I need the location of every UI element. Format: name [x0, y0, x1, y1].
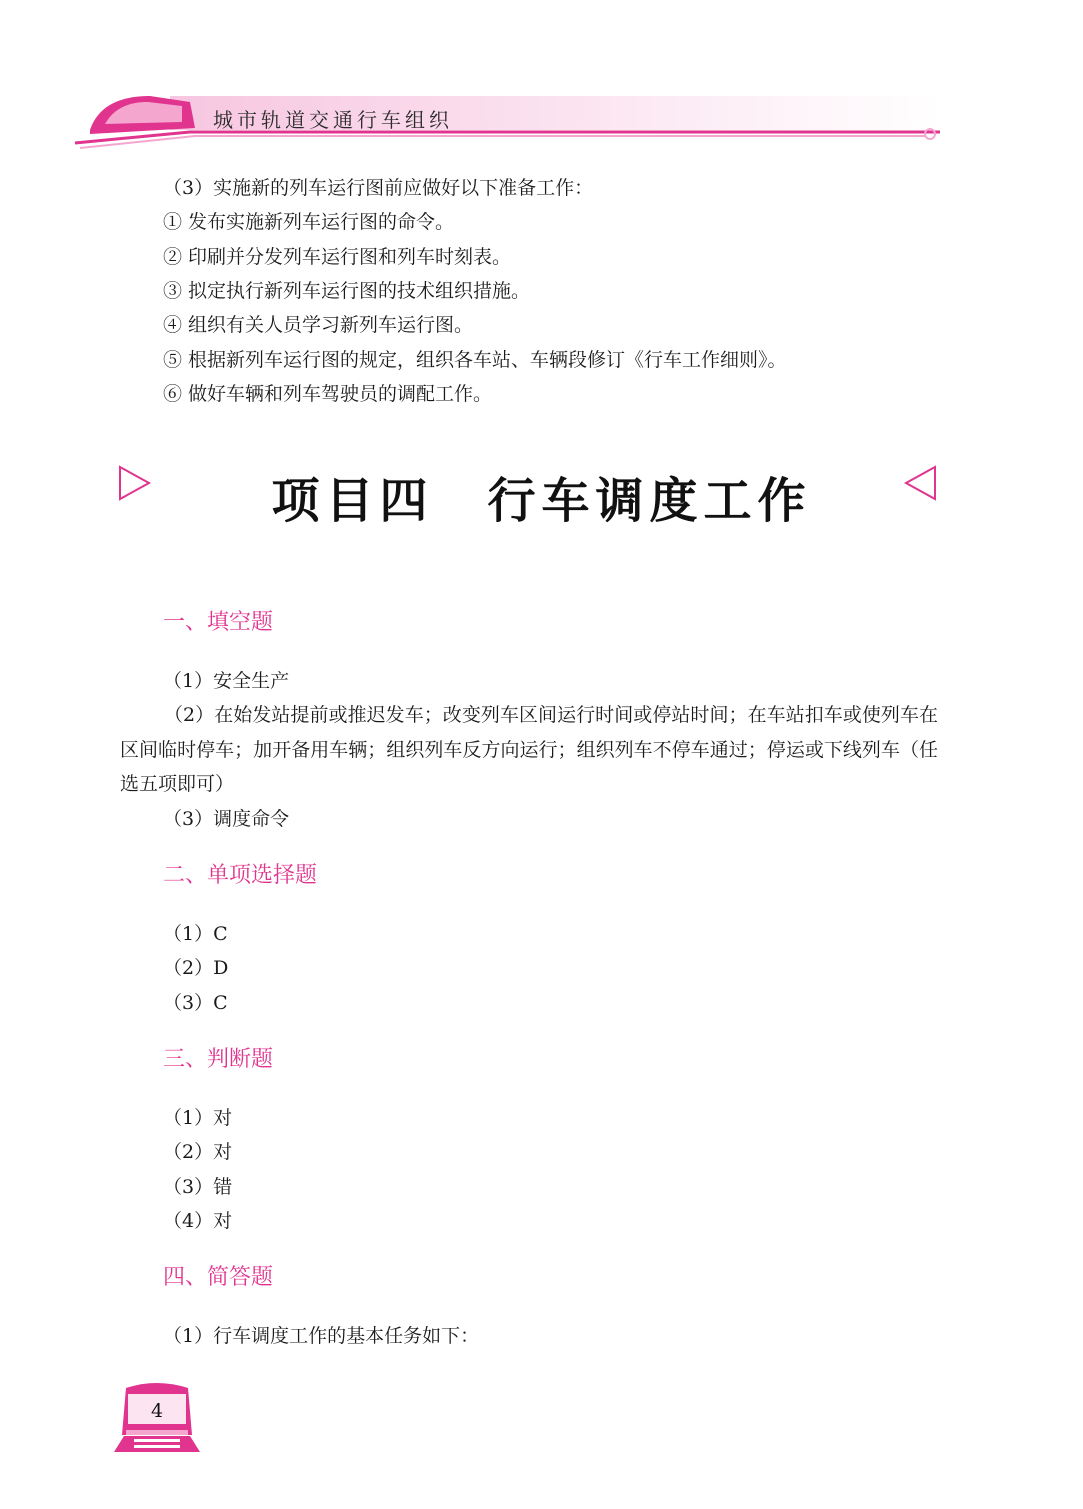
triangle-left-icon	[902, 463, 938, 503]
answer-paragraph: （2）在始发站提前或推迟发车；改变列车区间运行时间或停站时间；在车站扣车或使列车在区间临时停车；加开备用车辆；组织列车反方向运行；组织列车不停车通过；停运或下线列车（任选五项即可）	[120, 704, 938, 795]
answer-line: （2）D	[163, 957, 229, 979]
list-item: ② 印刷并分发列车运行图和列车时刻表。	[163, 246, 512, 268]
page-number: 4	[150, 1400, 164, 1422]
section-title-choice: 二、单项选择题	[163, 863, 318, 888]
header-title: 城市轨道交通行车组织	[213, 108, 453, 132]
answer-line: （3）调度命令	[163, 808, 290, 830]
intro-heading: （3）实施新的列车运行图前应做好以下准备工作：	[163, 177, 594, 199]
list-item: ① 发布实施新列车运行图的命令。	[163, 211, 455, 233]
answer-line: （2）对	[163, 1141, 233, 1163]
answer-line: （3）C	[163, 992, 228, 1014]
list-item: ③ 拟定执行新列车运行图的技术组织措施。	[163, 280, 531, 302]
list-item: ⑤ 根据新列车运行图的规定，组织各车站、车辆段修订《行车工作细则》。	[163, 349, 787, 371]
answer-line: （1）C	[163, 923, 228, 945]
list-item: ⑥ 做好车辆和列车驾驶员的调配工作。	[163, 383, 493, 405]
answer-line: （1）行车调度工作的基本任务如下：	[163, 1325, 480, 1347]
answer-line: （3）错	[163, 1176, 233, 1198]
section-title-short: 四、简答题	[163, 1265, 274, 1290]
answer-line: （4）对	[163, 1210, 233, 1232]
page-header	[70, 88, 950, 158]
list-item: ④ 组织有关人员学习新列车运行图。	[163, 314, 474, 336]
section-title-fill: 一、填空题	[163, 610, 274, 635]
page-footer	[112, 1380, 202, 1455]
answer-line: （1）对	[163, 1107, 233, 1129]
train-icon	[70, 88, 950, 158]
answer-line: （1）安全生产	[163, 670, 290, 692]
section-title-judge: 三、判断题	[163, 1047, 274, 1072]
chapter-title: 项目四 行车调度工作	[271, 473, 812, 529]
